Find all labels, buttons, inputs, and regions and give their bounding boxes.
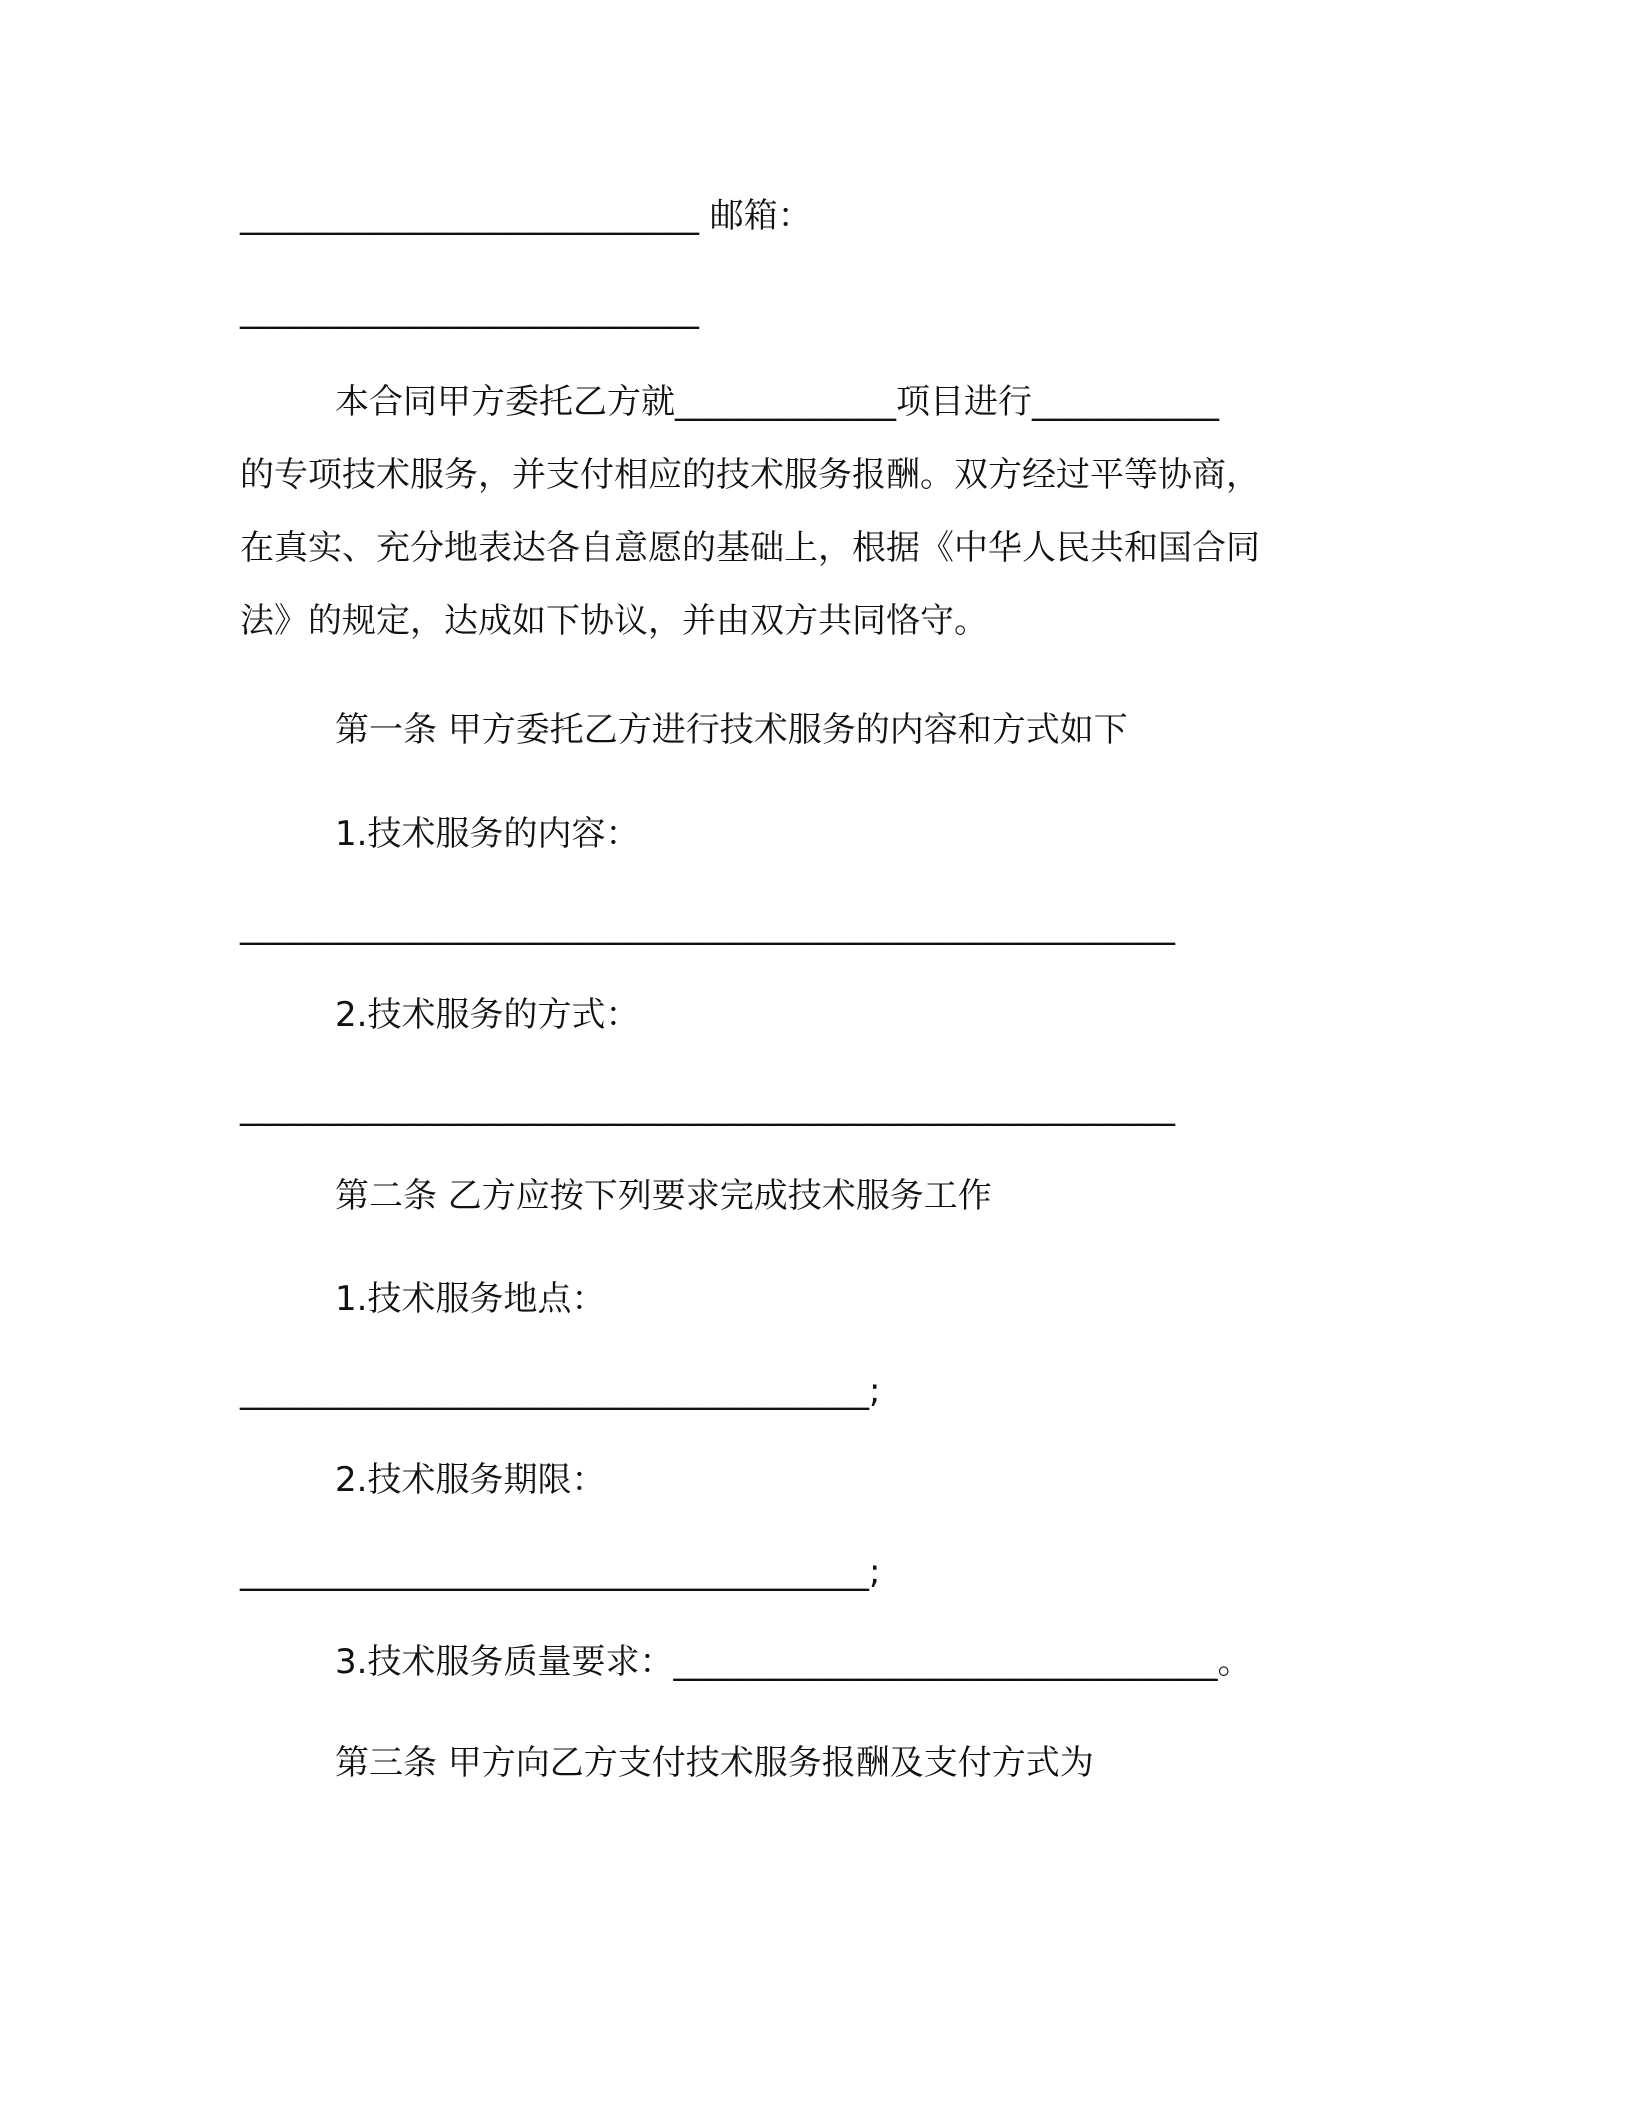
service-method-label: 2.技术服务的方式：	[335, 995, 640, 1035]
intro-paragraph-line-1: 本合同甲方委托乙方就_____________项目进行___________	[335, 382, 1219, 422]
service-content-blank: _______________________________________________________	[240, 906, 1175, 946]
intro-paragraph-line-4: 法》的规定，达成如下协议，并由双方共同恪守。	[240, 601, 988, 641]
service-location-label: 1.技术服务地点：	[335, 1279, 606, 1319]
email-line: ___________________________ 邮箱：	[240, 196, 812, 236]
article-3-heading: 第三条 甲方向乙方支付技术服务报酬及支付方式为	[335, 1743, 1094, 1783]
service-period-blank: _____________________________________;	[240, 1552, 881, 1592]
intro-paragraph-line-3: 在真实、充分地表达各自意愿的基础上，根据《中华人民共和国合同	[240, 528, 1260, 568]
intro-paragraph-line-2: 的专项技术服务，并支付相应的技术服务报酬。双方经过平等协商，	[240, 455, 1260, 495]
article-1-heading: 第一条 甲方委托乙方进行技术服务的内容和方式如下	[335, 710, 1128, 750]
blank-line: ___________________________	[240, 290, 699, 330]
service-content-label: 1.技术服务的内容：	[335, 814, 640, 854]
service-location-blank: _____________________________________;	[240, 1371, 881, 1411]
service-method-blank: _______________________________________________________	[240, 1087, 1175, 1127]
service-quality-line: 3.技术服务质量要求：________________________________。	[335, 1642, 1252, 1682]
article-2-heading: 第二条 乙方应按下列要求完成技术服务工作	[335, 1176, 992, 1216]
service-period-label: 2.技术服务期限：	[335, 1460, 606, 1500]
